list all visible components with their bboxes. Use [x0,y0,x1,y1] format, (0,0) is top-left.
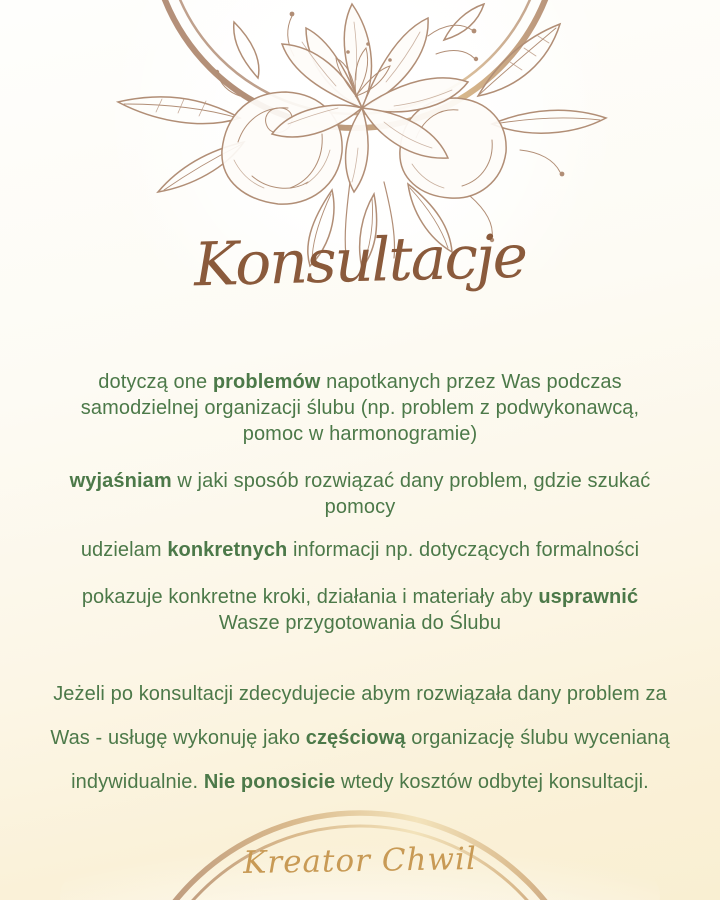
paragraph-5: Jeżeli po konsultacji zdecydujecie abym rozwiązała dany problem za Was - usługę wykonuję jako częściową organizację ślubu wycenianą indywidualnie. Nie ponosicie wtedy kosztów odbytej konsultacji. [50,683,670,793]
paragraph-1: dotyczą one problemów napotkanych przez Was podczas samodzielnej organizacji ślubu (np. problem z podwykonawcą, pomoc w harmonogramie) [80,371,640,445]
paragraph-2: wyjaśniam w jaki sposób rozwiązać dany problem, gdzie szukać pomocy [69,470,651,518]
paragraph-4: pokazuje konkretne kroki, działania i materiały aby usprawnić Wasze przygotowania do Ślubu [81,586,639,634]
brand-signature: Kreator Chwil [242,840,478,882]
paragraph-3: udzielam konkretnych informacji np. dotyczących formalności [80,539,640,561]
page-title: Konsultacje [193,221,527,301]
